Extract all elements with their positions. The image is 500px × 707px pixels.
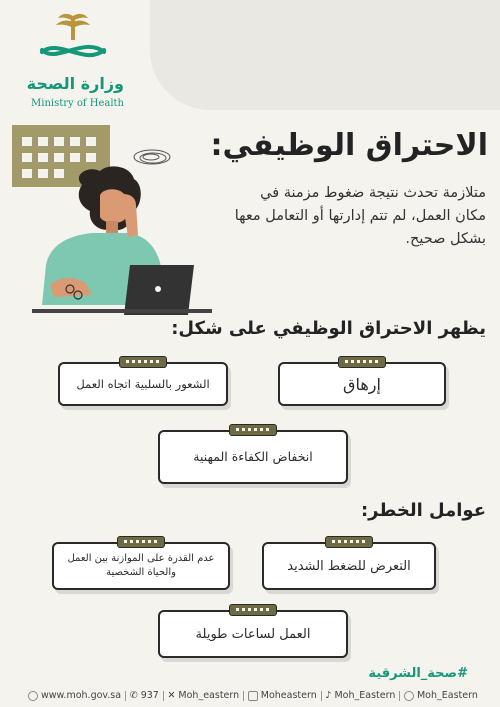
symptom-card-exhaustion — [278, 362, 446, 406]
symptom-card-efficiency — [158, 430, 348, 484]
symptom-label: الشعور بالسلبية اتجاه العمل — [76, 376, 210, 391]
risk-label: التعرض للضغط الشديد — [287, 558, 411, 574]
card-tab — [119, 356, 167, 368]
footer-tiktok[interactable] — [325, 690, 395, 701]
symptom-label: إرهاق — [343, 374, 381, 394]
risk-card-pressure — [262, 542, 436, 590]
footer-snapchat-text: Moh_Eastern — [416, 690, 478, 701]
footer-divider — [399, 691, 400, 701]
footer-divider — [321, 691, 322, 701]
footer-website[interactable] — [28, 690, 121, 701]
footer-x[interactable] — [167, 690, 239, 701]
footer-phone[interactable] — [130, 690, 159, 701]
footer-divider — [243, 691, 244, 701]
stressed-woman-illustration — [12, 125, 212, 315]
instagram-icon — [248, 691, 258, 701]
logo-english-text: Ministry of Health — [31, 98, 124, 109]
card-tab — [229, 424, 277, 436]
card-tab — [117, 536, 165, 548]
snapchat-icon — [404, 691, 414, 701]
footer-divider — [163, 691, 164, 701]
footer-phone-text: 937 — [140, 690, 159, 701]
symptom-card-negativity — [58, 362, 228, 406]
footer-x-text: Moh_eastern — [178, 690, 240, 701]
risk-label: العمل لساعات طويلة — [195, 626, 311, 642]
footer-snapchat[interactable] — [404, 690, 478, 701]
risks-heading: عوامل الخطر: — [360, 500, 486, 521]
symptom-label: انخفاض الكفاءة المهنية — [193, 449, 313, 464]
tiktok-icon: ♪ — [325, 690, 332, 701]
phone-icon: ✆ — [129, 690, 138, 701]
card-tab — [338, 356, 386, 368]
footer-instagram[interactable] — [248, 690, 317, 701]
risk-label: عدم القدرة على الموازنة بين العمل والحياة الشخصية — [67, 553, 215, 578]
risk-card-balance — [52, 542, 230, 590]
intro-text: متلازمة تحدث نتيجة ضغوط مزمنة في مكان العمل، لم تتم إدارتها أو التعامل معها بشكل صحيح. — [234, 185, 486, 247]
logo-arabic-text: وزارة الصحة — [26, 74, 124, 93]
footer-website-text: www.moh.gov.sa — [41, 690, 122, 701]
footer-tiktok-text: Moh_Eastern — [334, 690, 396, 701]
hashtag: #صحة_الشرقية — [368, 666, 468, 681]
header-background — [150, 0, 500, 110]
moh-emblem-icon — [34, 12, 112, 70]
footer-contacts — [28, 690, 478, 701]
card-tab — [325, 536, 373, 548]
page-title: الاحتراق الوظيفي: — [210, 128, 488, 163]
forms-heading: يظهر الاحتراق الوظيفي على شكل: — [171, 318, 486, 339]
footer-instagram-text: Moheastern — [260, 690, 317, 701]
globe-icon — [28, 691, 38, 701]
x-icon: ✕ — [167, 690, 176, 701]
risk-card-long-hours — [158, 610, 348, 658]
card-tab — [229, 604, 277, 616]
footer-divider — [125, 691, 126, 701]
